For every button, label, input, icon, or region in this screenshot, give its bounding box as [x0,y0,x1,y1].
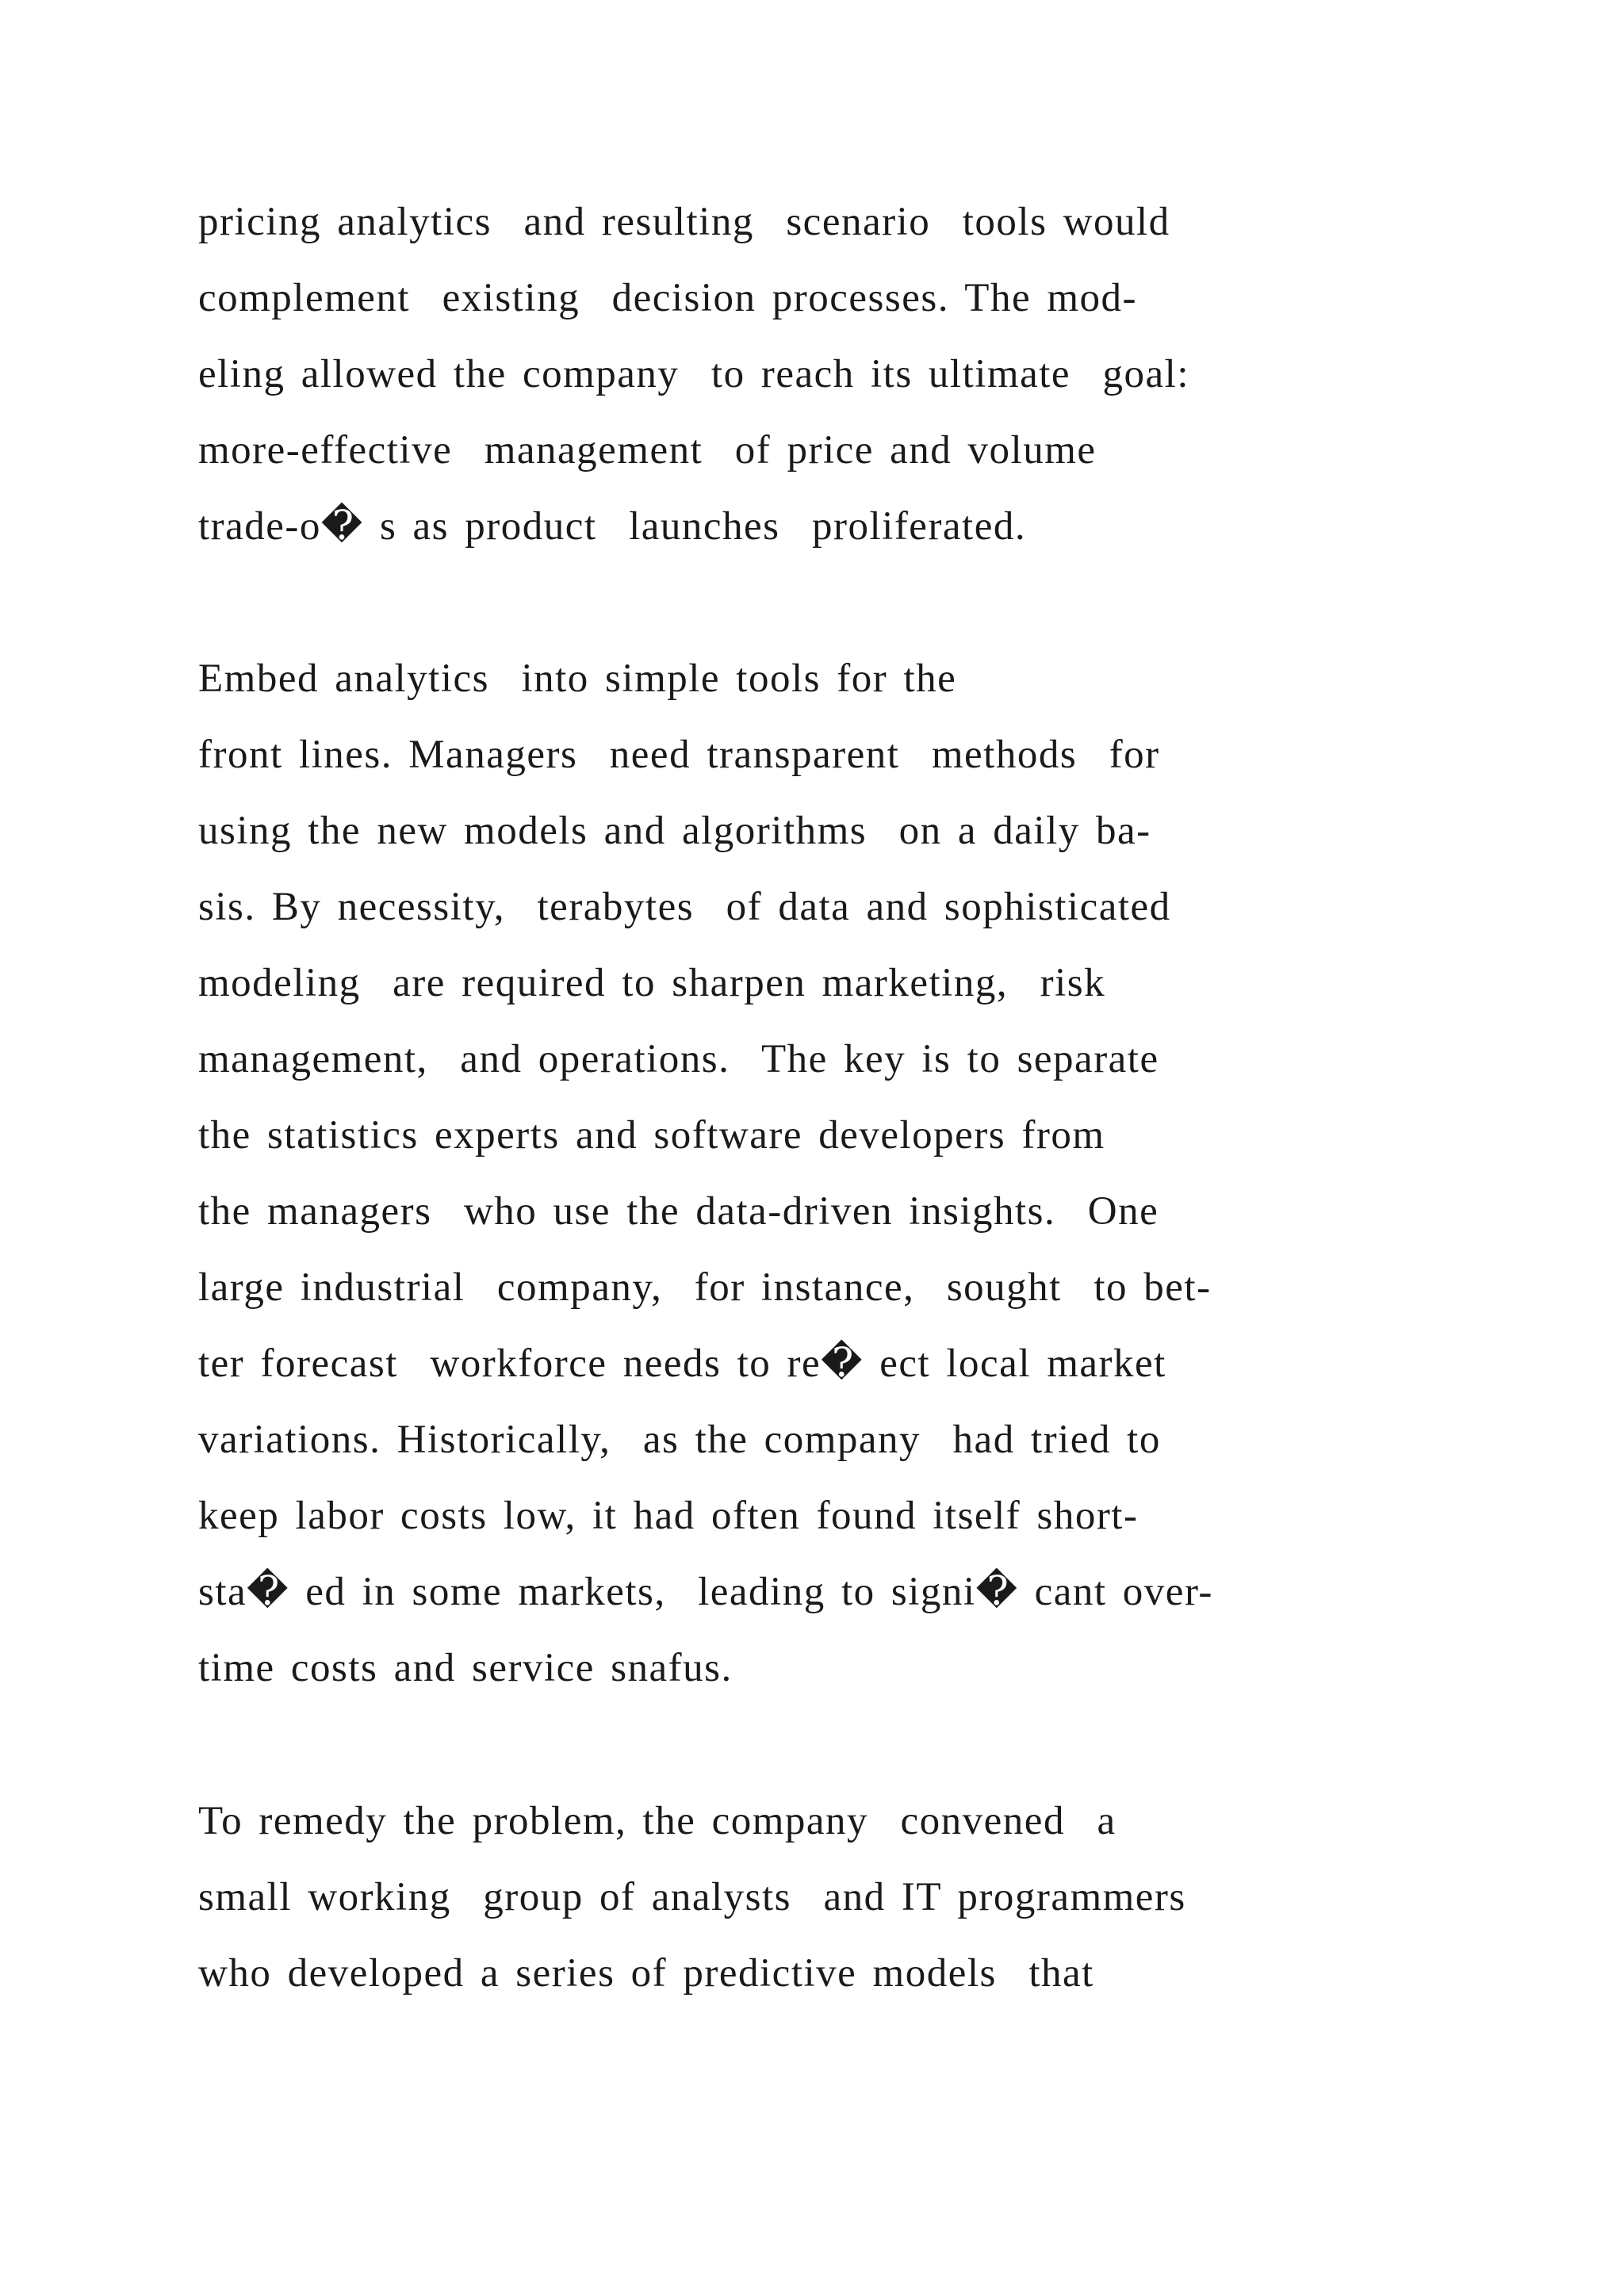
text-line: the statistics experts and software developers from [198,1113,1105,1158]
text-line: using the new models and algorithms on a daily ba- [198,809,1151,853]
paragraph-embed-analytics [198,641,1213,1706]
text-line: To remedy the problem, the company convened a [198,1799,1116,1843]
text-line: pricing analytics and resulting scenario tools would [198,200,1170,244]
text-line: the managers who use the data-driven insights. One [198,1189,1159,1234]
text-line: time costs and service snafus. [198,1646,733,1690]
paragraph-pricing-tradeoffs [198,184,1189,564]
text-line: small working group of analysts and IT programmers [198,1875,1186,1919]
text-line: ter forecast workforce needs to re� ect local market [198,1341,1166,1386]
text-line: trade-o� s as product launches proliferated. [198,504,1027,549]
text-line: variations. Historically, as the company had tried to [198,1418,1161,1462]
text-line: front lines. Managers need transparent methods for [198,733,1160,777]
text-line: more-effective management of price and volume [198,428,1097,473]
text-line: large industrial company, for instance, sought to bet- [198,1265,1212,1310]
text-line: who developed a series of predictive models that [198,1951,1094,1996]
text-line: keep labor costs low, it had often found itself short- [198,1494,1139,1538]
paragraph-remedy-problem [198,1783,1186,2011]
text-line: eling allowed the company to reach its ultimate goal: [198,352,1190,396]
text-line: Embed analytics into simple tools for the [198,656,957,701]
text-line: sis. By necessity, terabytes of data and sophisticated [198,885,1171,929]
text-line: modeling are required to sharpen marketing, risk [198,961,1106,1005]
text-line: complement existing decision processes. The mod- [198,276,1137,320]
text-line: management, and operations. The key is to separate [198,1037,1159,1081]
text-line: sta� ed in some markets, leading to signi� cant over- [198,1570,1213,1614]
